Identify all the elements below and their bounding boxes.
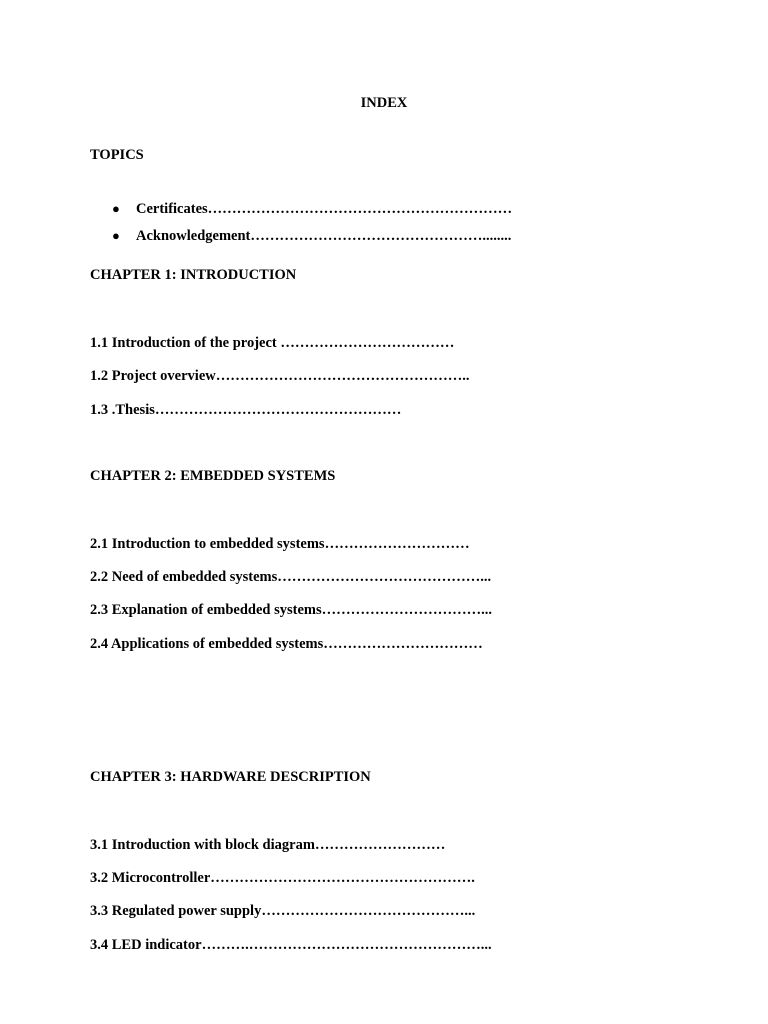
- topic-item-acknowledgement: Acknowledgement…………………………………………........: [136, 228, 512, 244]
- chapter-2-item: 2.4 Applications of embedded systems……………………………: [90, 636, 483, 652]
- chapter-3-item: 3.3 Regulated power supply……………………………………...: [90, 903, 476, 919]
- bullet-icon: ●: [112, 201, 120, 216]
- chapter-3-item: 3.1 Introduction with block diagram………………………: [90, 837, 446, 853]
- chapter-3-heading: CHAPTER 3: HARDWARE DESCRIPTION: [90, 769, 371, 785]
- chapter-1-item: 1.3 .Thesis……………………………………………: [90, 402, 402, 418]
- chapter-2-heading: CHAPTER 2: EMBEDDED SYSTEMS: [90, 468, 336, 484]
- page-title: INDEX: [360, 95, 408, 111]
- chapter-2-item: 2.3 Explanation of embedded systems……………………………...: [90, 602, 492, 618]
- chapter-1-heading: CHAPTER 1: INTRODUCTION: [90, 267, 297, 283]
- topic-item-certificates: Certificates………………………………………………………: [136, 201, 513, 217]
- chapter-3-item: 3.4 LED indicator……….…………………………………………...: [90, 937, 492, 953]
- chapter-2-item: 2.2 Need of embedded systems……………………………………...: [90, 569, 492, 585]
- bullet-icon: ●: [112, 228, 120, 243]
- chapter-1-item: 1.1 Introduction of the project ………………………………: [90, 335, 455, 351]
- chapter-1-item: 1.2 Project overview……………………………………………..: [90, 368, 470, 384]
- chapter-3-item: 3.2 Microcontroller……………………………………………….: [90, 870, 475, 886]
- topics-heading: TOPICS: [90, 147, 144, 163]
- chapter-2-item: 2.1 Introduction to embedded systems…………………………: [90, 536, 470, 552]
